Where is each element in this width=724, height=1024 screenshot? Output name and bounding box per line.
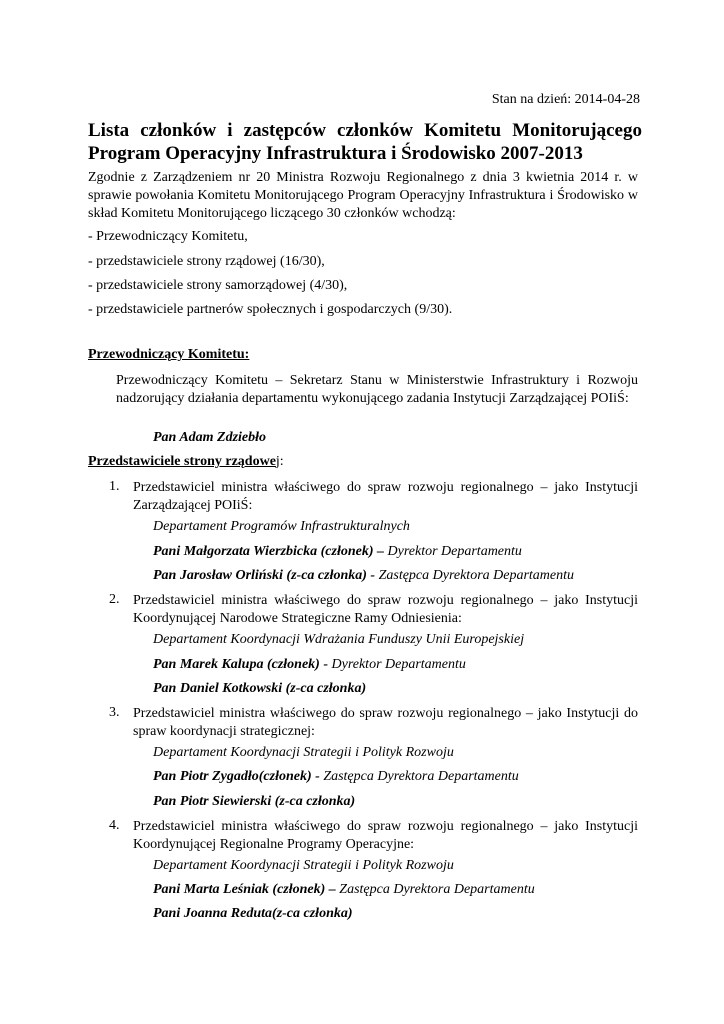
department-name: Departament Programów Infrastrukturalnych (153, 519, 410, 534)
chair-person: Pan Adam Zdziebło (153, 430, 267, 445)
deputy-line: Pani Joanna Reduta(z-ca członka) (153, 906, 353, 921)
chair-description: Przewodniczący Komitetu – Sekretarz Stanu w Ministerstwie Infrastruktury i Rozwoju nadzorujący działania departamentu wykonującego zadania Instytucji Zarządzającej POIiŚ: (116, 373, 638, 406)
item-description: Przedstawiciel ministra właściwego do spraw rozwoju regionalnego – jako Instytucji Koordynującej Regionalne Programy Operacyjne: (133, 819, 638, 852)
composition-item: - Przewodniczący Komitetu, (88, 229, 248, 244)
deputy-line: Pan Piotr Siewierski (z-ca członka) (153, 794, 356, 809)
member-line: Pani Marta Leśniak (członek) – Zastępca Dyrektora Departamentu (153, 882, 535, 897)
department-name: Departament Koordynacji Strategii i Polityk Rozwoju (153, 745, 454, 760)
item-number: 2. (109, 592, 120, 607)
chair-heading: Przewodniczący Komitetu: (88, 347, 250, 362)
document-date: Stan na dzień: 2014-04-28 (491, 92, 640, 107)
member-line: Pan Marek Kalupa (członek) - Dyrektor Departamentu (153, 657, 466, 672)
intro-paragraph: Zgodnie z Zarządzeniem nr 20 Ministra Rozwoju Regionalnego z dnia 3 kwietnia 2014 r. w sprawie powołania Komitetu Monitorującego Program Operacyjny Infrastruktura i Środowisko w skład Komitetu Monitorującego liczącego 30 członków wchodzą: (88, 170, 638, 221)
government-heading: Przedstawiciele strony rządowej: (88, 454, 284, 469)
composition-item: - przedstawiciele strony rządowej (16/30), (88, 254, 325, 269)
member-line: Pan Piotr Zygadło(członek) - Zastępca Dyrektora Departamentu (153, 769, 519, 784)
composition-item: - przedstawiciele partnerów społecznych i gospodarczych (9/30). (88, 302, 453, 317)
item-number: 4. (109, 818, 120, 833)
department-name: Departament Koordynacji Wdrażania Funduszy Unii Europejskiej (153, 632, 525, 647)
item-description: Przedstawiciel ministra właściwego do spraw rozwoju regionalnego – jako Instytucji Koordynującej Narodowe Strategiczne Ramy Odniesienia: (133, 593, 638, 626)
item-number: 3. (109, 705, 120, 720)
member-line: Pani Małgorzata Wierzbicka (członek) – Dyrektor Departamentu (153, 544, 522, 559)
deputy-line: Pan Daniel Kotkowski (z-ca członka) (153, 681, 367, 696)
document-title: Lista członków i zastępców członków Komitetu Monitorującego Program Operacyjny Infrastruktura i Środowisko 2007-2013 (88, 120, 642, 164)
department-name: Departament Koordynacji Strategii i Polityk Rozwoju (153, 858, 454, 873)
item-description: Przedstawiciel ministra właściwego do spraw rozwoju regionalnego – jako Instytucji do spraw koordynacji strategicznej: (133, 706, 638, 739)
item-number: 1. (109, 479, 120, 494)
deputy-line: Pan Jarosław Orliński (z-ca członka) - Zastępca Dyrektora Departamentu (153, 568, 575, 583)
composition-item: - przedstawiciele strony samorządowej (4/30), (88, 278, 348, 293)
item-description: Przedstawiciel ministra właściwego do spraw rozwoju regionalnego – jako Instytucji Zarządzającej POIiŚ: (133, 480, 638, 513)
